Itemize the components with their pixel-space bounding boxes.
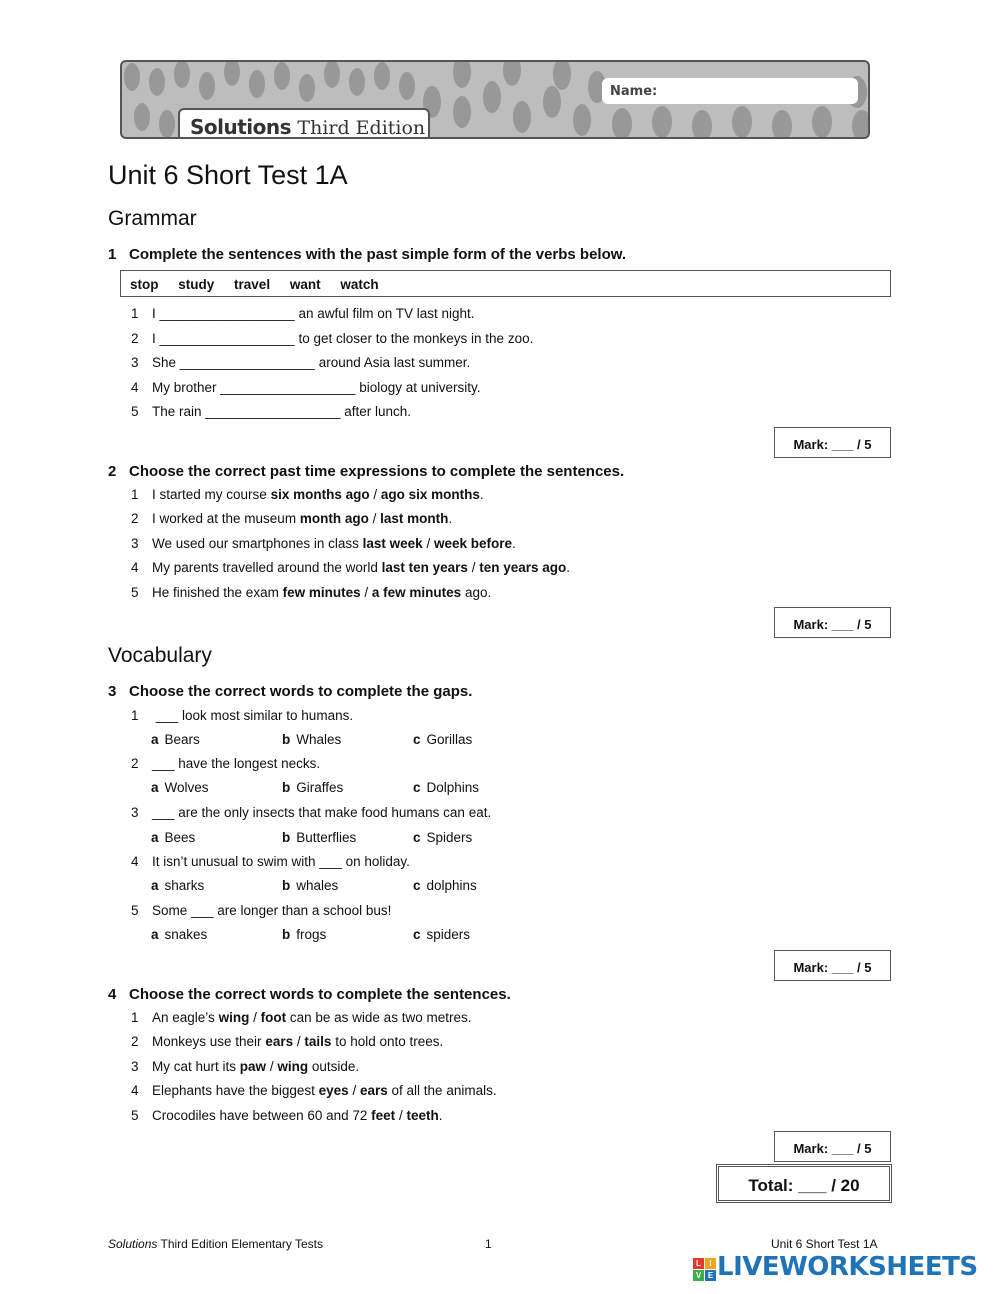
item-text: My brother [152, 380, 217, 395]
option-letter: c [413, 927, 421, 942]
q1-mark-box: Mark: ___ / 5 [774, 427, 891, 458]
option-c[interactable] [413, 830, 472, 845]
option-c[interactable] [413, 732, 472, 747]
word-travel: travel [234, 277, 271, 292]
item-text: An eagle’s [152, 1010, 215, 1025]
option-2[interactable]: a few minutes [371, 585, 462, 600]
word-stop: stop [130, 277, 159, 292]
q1-item-1 [131, 306, 475, 321]
option-text: snakes [164, 927, 208, 942]
item-text: I [152, 306, 156, 321]
item-number: 5 [131, 1108, 139, 1123]
item-text: . [448, 511, 453, 526]
option-c[interactable] [413, 927, 470, 942]
option-a[interactable] [151, 878, 204, 893]
name-field[interactable] [602, 78, 858, 104]
q3-item-5 [131, 903, 391, 918]
option-letter: a [151, 927, 159, 942]
option-2[interactable]: teeth [406, 1108, 439, 1123]
item-text: after lunch. [344, 404, 412, 419]
item-text: He finished the exam [152, 585, 279, 600]
option-a[interactable] [151, 830, 195, 845]
item-number: 4 [131, 560, 139, 575]
item-text: ___ have the longest necks. [152, 756, 321, 771]
option-1[interactable]: six months ago [270, 487, 370, 502]
separator: / [269, 1059, 274, 1074]
option-letter: b [282, 830, 291, 845]
item-text: an awful film on TV last night. [298, 306, 475, 321]
answer-blank[interactable]: __________________ [205, 404, 341, 419]
q2-item-3 [131, 536, 516, 551]
item-text: My cat hurt its [152, 1059, 237, 1074]
option-text: sharks [164, 878, 205, 893]
q4-item-3 [131, 1059, 359, 1074]
option-text: Bees [164, 830, 196, 845]
item-text: Monkeys use their [152, 1034, 262, 1049]
separator: / [372, 511, 377, 526]
item-number: 2 [131, 756, 139, 771]
q2-number: 2 [108, 463, 117, 480]
option-b[interactable] [282, 878, 338, 893]
item-number: 4 [131, 854, 139, 869]
item-number: 4 [131, 380, 139, 395]
word-watch: watch [340, 277, 379, 292]
header-banner [120, 60, 870, 139]
option-text: Giraffes [296, 780, 344, 795]
item-text: can be as wide as two metres. [289, 1010, 472, 1025]
footer-book: Third Edition Elementary Tests [157, 1237, 324, 1251]
item-number: 5 [131, 404, 139, 419]
q4-heading [108, 986, 511, 1003]
option-text: Dolphins [426, 780, 480, 795]
option-text: Wolves [164, 780, 209, 795]
section-vocabulary: Vocabulary [108, 644, 212, 667]
item-text: I worked at the museum [152, 511, 297, 526]
icon-letter: V [693, 1270, 704, 1281]
option-text: Bears [164, 732, 200, 747]
q1-item-3 [131, 355, 470, 370]
item-text: . [479, 487, 484, 502]
item-number: 3 [131, 1059, 139, 1074]
q2-item-5 [131, 585, 491, 600]
q4-item-1 [131, 1010, 471, 1025]
option-2[interactable]: ago six months [380, 487, 480, 502]
item-number: 1 [131, 708, 139, 723]
option-1[interactable]: last week [362, 536, 423, 551]
liveworksheets-text: LIVEWORKSHEETS [717, 1252, 978, 1282]
option-1[interactable]: paw [239, 1059, 267, 1074]
item-text: The rain [152, 404, 202, 419]
answer-blank[interactable]: __________________ [159, 306, 295, 321]
item-text: We used our smartphones in class [152, 536, 359, 551]
item-number: 5 [131, 903, 139, 918]
option-letter: a [151, 830, 159, 845]
item-text: Some ___ are longer than a school bus! [152, 903, 392, 918]
brand-bold: Solutions [190, 115, 292, 139]
item-text: outside. [311, 1059, 360, 1074]
separator: / [471, 560, 476, 575]
answer-blank[interactable]: __________________ [220, 380, 356, 395]
q1-item-5 [131, 404, 411, 419]
item-text: biology at university. [359, 380, 481, 395]
footer-left [108, 1237, 323, 1251]
q2-heading [108, 463, 624, 480]
item-text: Crocodiles have between 60 and 72 [152, 1108, 368, 1123]
q3-item-2 [131, 756, 320, 771]
q1-item-2 [131, 331, 533, 346]
option-1[interactable]: ears [265, 1034, 294, 1049]
option-letter: a [151, 780, 159, 795]
option-2[interactable]: last month [380, 511, 449, 526]
q1-number: 1 [108, 246, 117, 263]
item-text: I [152, 331, 156, 346]
option-b[interactable] [282, 732, 341, 747]
item-text: around Asia last summer. [318, 355, 471, 370]
option-letter: c [413, 732, 421, 747]
q3-mark-box: Mark: ___ / 5 [774, 950, 891, 981]
q4-mark-box: Mark: ___ / 5 [774, 1131, 891, 1162]
item-number: 5 [131, 585, 139, 600]
option-letter: a [151, 732, 159, 747]
q1-instruction: Complete the sentences with the past simple form of the verbs below. [129, 246, 627, 263]
item-text: ago. [464, 585, 492, 600]
item-text: . [438, 1108, 443, 1123]
q3-heading [108, 683, 472, 700]
page-number: 1 [485, 1237, 492, 1251]
item-text: to hold onto trees. [335, 1034, 444, 1049]
q4-instruction: Choose the correct words to complete the sentences. [129, 986, 511, 1003]
option-text: Whales [296, 732, 342, 747]
item-number: 1 [131, 1010, 139, 1025]
item-text: She [152, 355, 177, 370]
q3-item-3 [131, 805, 491, 820]
option-c[interactable] [413, 780, 479, 795]
q2-mark-box: Mark: ___ / 5 [774, 607, 891, 638]
brand-logo [178, 108, 430, 139]
icon-letter: E [705, 1270, 716, 1281]
q4-item-4 [131, 1083, 497, 1098]
q2-item-2 [131, 511, 452, 526]
separator: / [398, 1108, 403, 1123]
item-number: 4 [131, 1083, 139, 1098]
item-number: 3 [131, 805, 139, 820]
item-text: It isn’t unusual to swim with ___ on holiday. [152, 854, 410, 869]
q1-heading [108, 246, 626, 263]
q3-instruction: Choose the correct words to complete the gaps. [129, 683, 473, 700]
separator: / [296, 1034, 301, 1049]
option-text: dolphins [426, 878, 477, 893]
q4-item-5 [131, 1108, 443, 1123]
option-2[interactable]: foot [260, 1010, 287, 1025]
q2-instruction: Choose the correct past time expressions to complete the sentences. [129, 463, 625, 480]
option-letter: b [282, 780, 291, 795]
option-2[interactable]: wing [277, 1059, 309, 1074]
option-text: Gorillas [426, 732, 473, 747]
q4-number: 4 [108, 986, 117, 1003]
footer-brand: Solutions [108, 1237, 158, 1251]
item-number: 1 [131, 487, 139, 502]
name-label: Name: [610, 84, 658, 99]
q2-item-1 [131, 487, 484, 502]
option-letter: c [413, 780, 421, 795]
separator: / [352, 1083, 357, 1098]
option-1[interactable]: feet [371, 1108, 396, 1123]
item-text: . [566, 560, 571, 575]
q1-word-box [120, 270, 891, 297]
option-2[interactable]: week before [433, 536, 513, 551]
separator: / [253, 1010, 257, 1025]
section-grammar: Grammar [108, 207, 197, 230]
icon-letter: I [705, 1258, 716, 1269]
option-1[interactable]: wing [218, 1010, 250, 1025]
option-2[interactable]: ears [359, 1083, 388, 1098]
option-1[interactable]: few minutes [282, 585, 361, 600]
q2-item-4 [131, 560, 570, 575]
item-number: 2 [131, 511, 139, 526]
option-1[interactable]: month ago [299, 511, 369, 526]
item-text: Elephants have the biggest [152, 1083, 315, 1098]
liveworksheets-logo[interactable] [693, 1254, 989, 1286]
option-a[interactable] [151, 780, 209, 795]
item-text: ___ are the only insects that make food humans can eat. [152, 805, 492, 820]
item-number: 1 [131, 306, 139, 321]
footer-right: Unit 6 Short Test 1A [771, 1237, 878, 1251]
word-want: want [289, 277, 321, 292]
item-text: I started my course [152, 487, 267, 502]
option-a[interactable] [151, 927, 207, 942]
q4-item-2 [131, 1034, 443, 1049]
option-text: Spiders [426, 830, 473, 845]
answer-blank[interactable]: __________________ [159, 331, 295, 346]
liveworksheets-icon [693, 1258, 717, 1282]
total-box: Total: ___ / 20 [716, 1164, 892, 1203]
option-b[interactable] [282, 927, 326, 942]
option-b[interactable] [282, 830, 356, 845]
brand-edition: Third Edition [297, 117, 426, 139]
option-1[interactable]: last ten years [381, 560, 468, 575]
option-2[interactable]: tails [304, 1034, 332, 1049]
option-text: frogs [296, 927, 327, 942]
item-number: 2 [131, 331, 139, 346]
option-letter: b [282, 878, 291, 893]
answer-blank[interactable]: __________________ [179, 355, 315, 370]
option-letter: b [282, 927, 291, 942]
option-c[interactable] [413, 878, 477, 893]
option-2[interactable]: ten years ago [479, 560, 567, 575]
option-text: whales [296, 878, 339, 893]
item-text: to get closer to the monkeys in the zoo. [298, 331, 534, 346]
option-text: spiders [426, 927, 471, 942]
item-text: My parents travelled around the world [152, 560, 378, 575]
option-text: Butterflies [296, 830, 357, 845]
word-study: study [178, 277, 215, 292]
item-number: 2 [131, 1034, 139, 1049]
q1-item-4 [131, 380, 481, 395]
separator: / [364, 585, 369, 600]
icon-letter: L [693, 1258, 704, 1269]
q3-item-1 [131, 708, 353, 723]
item-text: of all the animals. [391, 1083, 497, 1098]
q3-number: 3 [108, 683, 117, 700]
q3-item-4 [131, 854, 410, 869]
item-text: ___ look most similar to humans. [152, 708, 354, 723]
page-title: Unit 6 Short Test 1A [108, 160, 348, 190]
option-letter: b [282, 732, 291, 747]
item-number: 3 [131, 355, 139, 370]
option-letter: c [413, 878, 421, 893]
item-text: . [512, 536, 516, 551]
option-a[interactable] [151, 732, 200, 747]
option-b[interactable] [282, 780, 343, 795]
option-letter: c [413, 830, 421, 845]
option-1[interactable]: eyes [318, 1083, 349, 1098]
option-letter: a [151, 878, 159, 893]
separator: / [373, 487, 378, 502]
separator: / [426, 536, 431, 551]
item-number: 3 [131, 536, 139, 551]
